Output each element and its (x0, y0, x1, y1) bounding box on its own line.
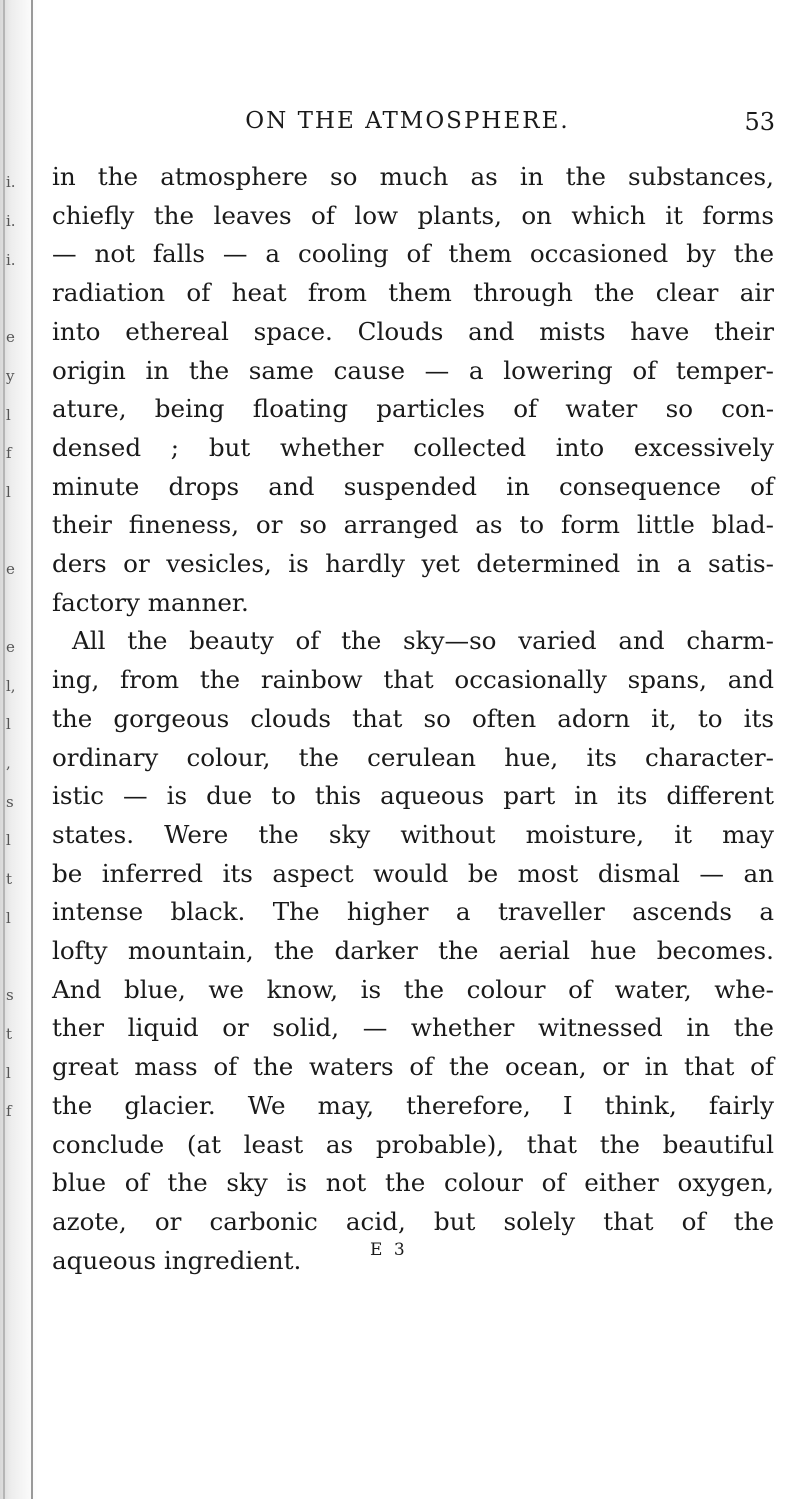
text-line: And blue, we know, is the colour of water, whe- (52, 974, 774, 1004)
text-line: origin in the same cause — a lowering of temper- (52, 355, 774, 385)
edge-fragment: l (6, 406, 11, 424)
text-line: All the beauty of the sky—so varied and charm- (72, 626, 774, 656)
edge-fragment: e (6, 560, 15, 578)
text-line: ordinary colour, the cerulean hue, its character- (52, 742, 774, 772)
text-line: factory manner. (52, 587, 249, 617)
text-line: be inferred its aspect would be most dismal — an (52, 858, 774, 888)
page-number: 53 (744, 108, 775, 136)
text-line: istic — is due to this aqueous part in its different (52, 781, 774, 811)
text-line: their fineness, or so arranged as to form little blad- (52, 510, 774, 540)
text-line: blue of the sky is not the colour of either oxygen, (52, 1168, 774, 1198)
page-edge-line (3, 0, 5, 1499)
paragraph-1 (52, 158, 774, 622)
edge-fragment: e (6, 328, 15, 346)
edge-fragment: l, (6, 677, 16, 695)
running-head: ON THE ATMOSPHERE. (245, 108, 570, 134)
text-line: ing, from the rainbow that occasionally spans, and (52, 665, 774, 695)
facing-page-edge-fragments (6, 0, 28, 1499)
edge-fragment: i. (6, 212, 16, 230)
edge-fragment: , (6, 754, 11, 772)
body-text (52, 158, 774, 1280)
edge-fragment: i. (6, 173, 16, 191)
text-line: minute drops and suspended in consequence of (52, 471, 774, 501)
text-line: lofty mountain, the darker the aerial hue becomes. (52, 936, 774, 966)
text-line: into ethereal space. Clouds and mists have their (52, 316, 774, 346)
edge-fragment: t (6, 1025, 13, 1043)
edge-fragment: e (6, 638, 15, 656)
text-line: states. Were the sky without moisture, it may (52, 819, 774, 849)
text-line: radiation of heat from them through the clear air (52, 278, 774, 308)
text-line: aqueous ingredient. (52, 1245, 302, 1275)
text-line: ther liquid or solid, — whether witnessed in the (52, 1013, 774, 1043)
edge-fragment: s (6, 793, 14, 811)
edge-fragment: y (6, 367, 15, 385)
paragraph-2 (52, 622, 774, 1280)
edge-fragment: l (6, 1064, 11, 1082)
text-line: densed ; but whether collected into excessively (52, 432, 774, 462)
edge-fragment: l (6, 831, 11, 849)
page-header (40, 108, 775, 142)
text-line: intense black. The higher a traveller ascends a (52, 897, 774, 927)
edge-fragment: l (6, 909, 11, 927)
edge-fragment: f (6, 1102, 12, 1120)
text-line: azote, or carbonic acid, but solely that of the (52, 1206, 774, 1236)
edge-fragment: l (6, 483, 11, 501)
edge-fragment: l (6, 715, 11, 733)
text-line: conclude (at least as probable), that the beautiful (52, 1129, 774, 1159)
text-line: ders or vesicles, is hardly yet determined in a satis- (52, 549, 774, 579)
text-line: ature, being floating particles of water so con- (52, 394, 774, 424)
text-line: chiefly the leaves of low plants, on which it forms (52, 200, 774, 230)
edge-fragment: s (6, 986, 14, 1004)
text-line: the glacier. We may, therefore, I think, fairly (52, 1090, 774, 1120)
text-line: the gorgeous clouds that so often adorn it, to its (52, 703, 774, 733)
signature-mark: E 3 (370, 1240, 408, 1260)
text-line: — not falls — a cooling of them occasioned by the (52, 239, 774, 269)
edge-fragment: i. (6, 251, 16, 269)
text-line: great mass of the waters of the ocean, or in that of (52, 1052, 774, 1082)
text-line: in the atmosphere so much as in the substances, (52, 162, 774, 191)
edge-fragment: t (6, 870, 13, 888)
edge-fragment: f (6, 444, 12, 462)
binding-line (31, 0, 33, 1499)
